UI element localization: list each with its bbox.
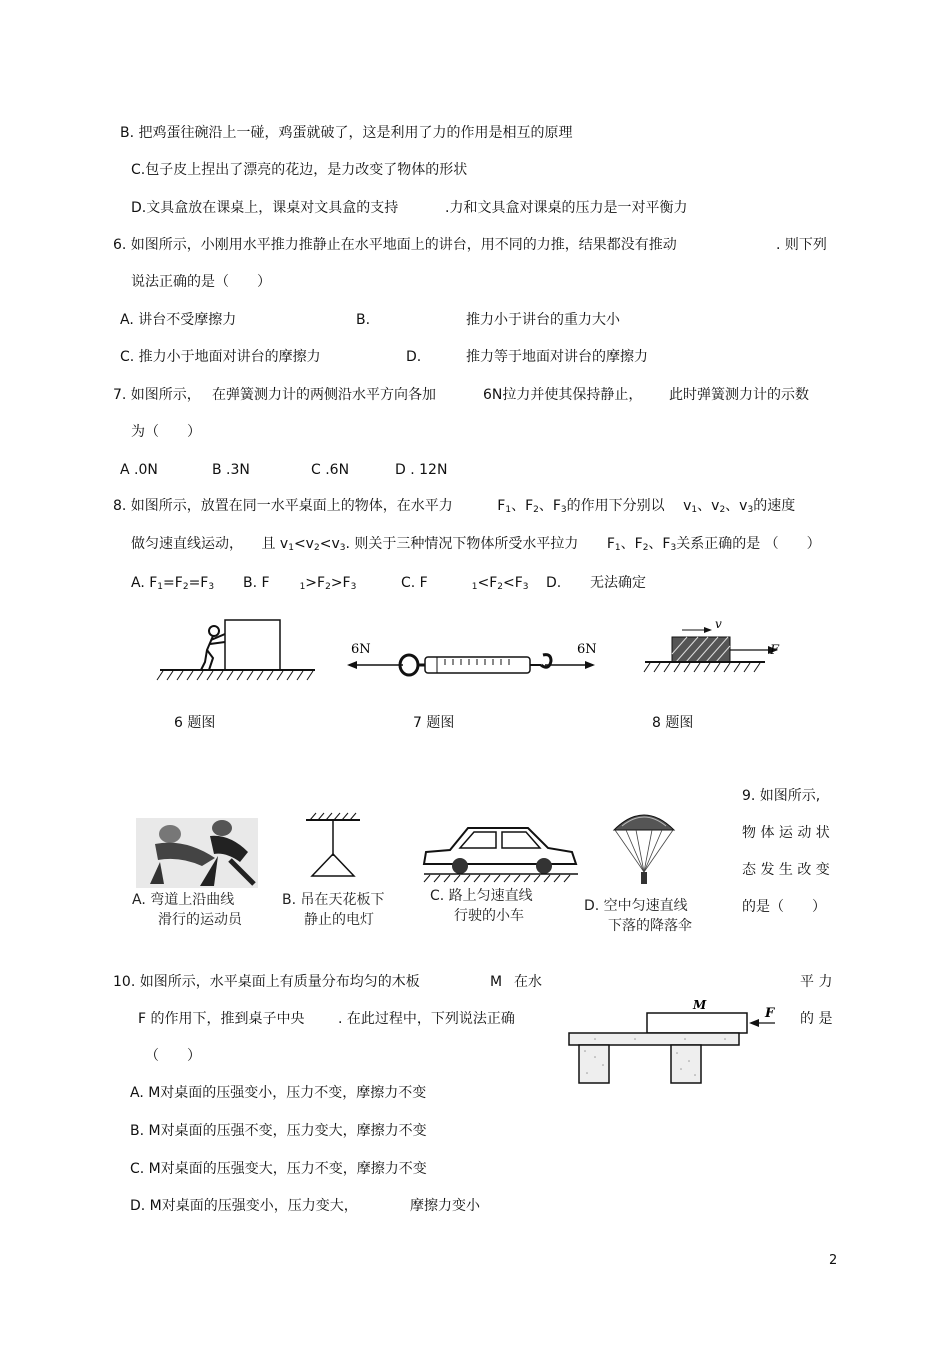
figure-9c-caption-line1: C. 路上匀速直线: [430, 888, 533, 904]
q8-stem-c: 的作用下分别以: [566, 498, 665, 514]
q8-option-a: A. $F_1=F_2=F_3$: [131, 575, 215, 592]
figure-9a-skaters: [132, 818, 258, 928]
figure-10-m-label: M: [693, 998, 707, 1012]
q7-stem-b: 在弹簧测力计的两侧沿水平方向各加: [212, 387, 436, 403]
figure-9b-caption-line2: 静止的电灯: [304, 912, 374, 928]
figure-9b-hanging-lamp: [282, 813, 385, 928]
figure-7-left-force-label: 6N: [351, 642, 371, 657]
q6-stem-line2: 说法正确的是（ ）: [131, 274, 271, 290]
q8-stem-e: 的速度: [753, 498, 796, 514]
figure-9-options: [130, 800, 730, 940]
q10-stem-line3: （ ）: [145, 1048, 201, 1064]
q10-option-a: A. M对桌面的压强变小，压力不变，摩擦力不变: [130, 1085, 427, 1101]
q8-velocities: $v_1$、$v_2$、$v_3$: [683, 498, 754, 515]
q6-option-b-label: B.: [356, 312, 371, 328]
q8-option-d-text: 无法确定: [590, 575, 646, 591]
figure-9d-caption-line2: 下落的降落伞: [608, 918, 692, 934]
q8-forces: $F_1$、$F_2$、$F_3$: [497, 498, 567, 515]
q9-stem-line3: 态 发 生 改 变: [742, 862, 830, 878]
q9-stem-line1: 9. 如图所示,: [742, 788, 821, 804]
q10-stem-line2b: . 在此过程中，下列说法正确: [338, 1011, 515, 1027]
q9-stem-line2: 物 体 运 动 状: [742, 825, 830, 841]
figure-7-right-force-label: 6N: [577, 642, 597, 657]
q8-option-b: B. F $_1>F_2>F_3$: [243, 575, 357, 592]
q5-option-c: C.包子皮上捏出了漂亮的花边，是力改变了物体的形状: [131, 162, 468, 178]
q10-option-d-part2: 摩擦力变小: [410, 1198, 480, 1214]
q10-option-c: C. M对桌面的压强变大，压力不变，摩擦力不变: [130, 1161, 427, 1177]
figure-9d-caption-line1: D. 空中匀速直线: [584, 898, 688, 914]
q6-option-d-label: D.: [406, 349, 422, 365]
figure-9b-caption-line1: B. 吊在天花板下: [282, 892, 385, 908]
figure-10-f-label: F: [765, 1006, 775, 1021]
q5-option-d-part2: .力和文具盒对课桌的压力是一对平衡力: [445, 200, 688, 216]
figure-7-spring-scale: [345, 635, 600, 685]
q10-stem-line2a: F 的作用下，推到桌子中央: [138, 1011, 305, 1027]
q10-stem-m: M: [490, 974, 503, 990]
q10-stem-line2c: 的 是: [800, 1011, 833, 1027]
q7-option-d: D . 12N: [395, 462, 448, 478]
figure-10-board-table: [565, 995, 790, 1090]
q7-stem-line2: 为（ ）: [131, 424, 201, 440]
figure-9c-car: [424, 828, 578, 924]
figure-7-caption: 7 题图: [413, 715, 455, 731]
q6-stem-line1-end: . 则下列: [776, 237, 827, 253]
figure-8-block-force: [640, 612, 800, 682]
q8-stem-line2: 做匀速直线运动， 且 $v_1<v_2<v_3$. 则关于三种情况下物体所受水平拉力 $F_1$、$F_2$、$F_3$关系正确的是 （ ）: [131, 536, 821, 553]
q10-stem-c: 在水: [514, 974, 542, 990]
q6-option-a: A. 讲台不受摩擦力: [120, 312, 237, 328]
q7-stem-d: 此时弹簧测力计的示数: [669, 387, 809, 403]
q9-stem-line4: 的是（ ）: [742, 899, 826, 915]
q10-option-b: B. M对桌面的压强不变，压力变大，摩擦力不变: [130, 1123, 427, 1139]
q7-option-c: C .6N: [311, 462, 350, 478]
figure-9a-caption-line2: 滑行的运动员: [158, 912, 242, 928]
page-number: 2: [829, 1253, 838, 1268]
q6-option-d-text: 推力等于地面对讲台的摩擦力: [466, 349, 648, 365]
q6-option-b-text: 推力小于讲台的重力大小: [466, 312, 620, 328]
q8-stem-a: 8. 如图所示，放置在同一水平桌面上的物体，在水平力: [113, 498, 453, 514]
q5-option-b: B. 把鸡蛋往碗沿上一碰，鸡蛋就破了，这是利用了力的作用是相互的原理: [120, 125, 573, 141]
q10-stem-a: 10. 如图所示，水平桌面上有质量分布均匀的木板: [113, 974, 420, 990]
q5-option-d-part1: D.文具盒放在课桌上，课桌对文具盒的支持: [131, 200, 399, 216]
q8-stem-line1: [113, 497, 795, 519]
figure-8-force-label: F: [770, 643, 780, 658]
q6-stem-line1: 6. 如图所示，小刚用水平推力推静止在水平地面上的讲台，用不同的力推，结果都没有推动: [113, 237, 677, 253]
figure-9a-caption-line1: A. 弯道上沿曲线: [132, 892, 235, 908]
q8-option-d-label: D.: [546, 575, 562, 591]
q7-option-b: B .3N: [212, 462, 250, 478]
q10-option-d-part1: D. M对桌面的压强变小，压力变大，: [130, 1198, 358, 1214]
figure-9d-parachute: [584, 815, 692, 934]
figure-8-velocity-label: v: [715, 617, 722, 631]
q7-stem-c: 6N拉力并使其保持静止，: [483, 387, 643, 403]
figure-6-push-podium: [155, 618, 325, 688]
q10-stem-d: 平 力: [800, 974, 833, 990]
q8-option-c: C. F $_1<F_2<F_3$: [401, 575, 529, 592]
q7-option-a: A .0N: [120, 462, 158, 478]
figure-9c-caption-line2: 行驶的小车: [454, 908, 524, 924]
figure-6-caption: 6 题图: [174, 715, 216, 731]
q7-stem-a: 7. 如图所示，: [113, 387, 201, 403]
figure-8-caption: 8 题图: [652, 715, 694, 731]
q6-option-c: C. 推力小于地面对讲台的摩擦力: [120, 349, 321, 365]
